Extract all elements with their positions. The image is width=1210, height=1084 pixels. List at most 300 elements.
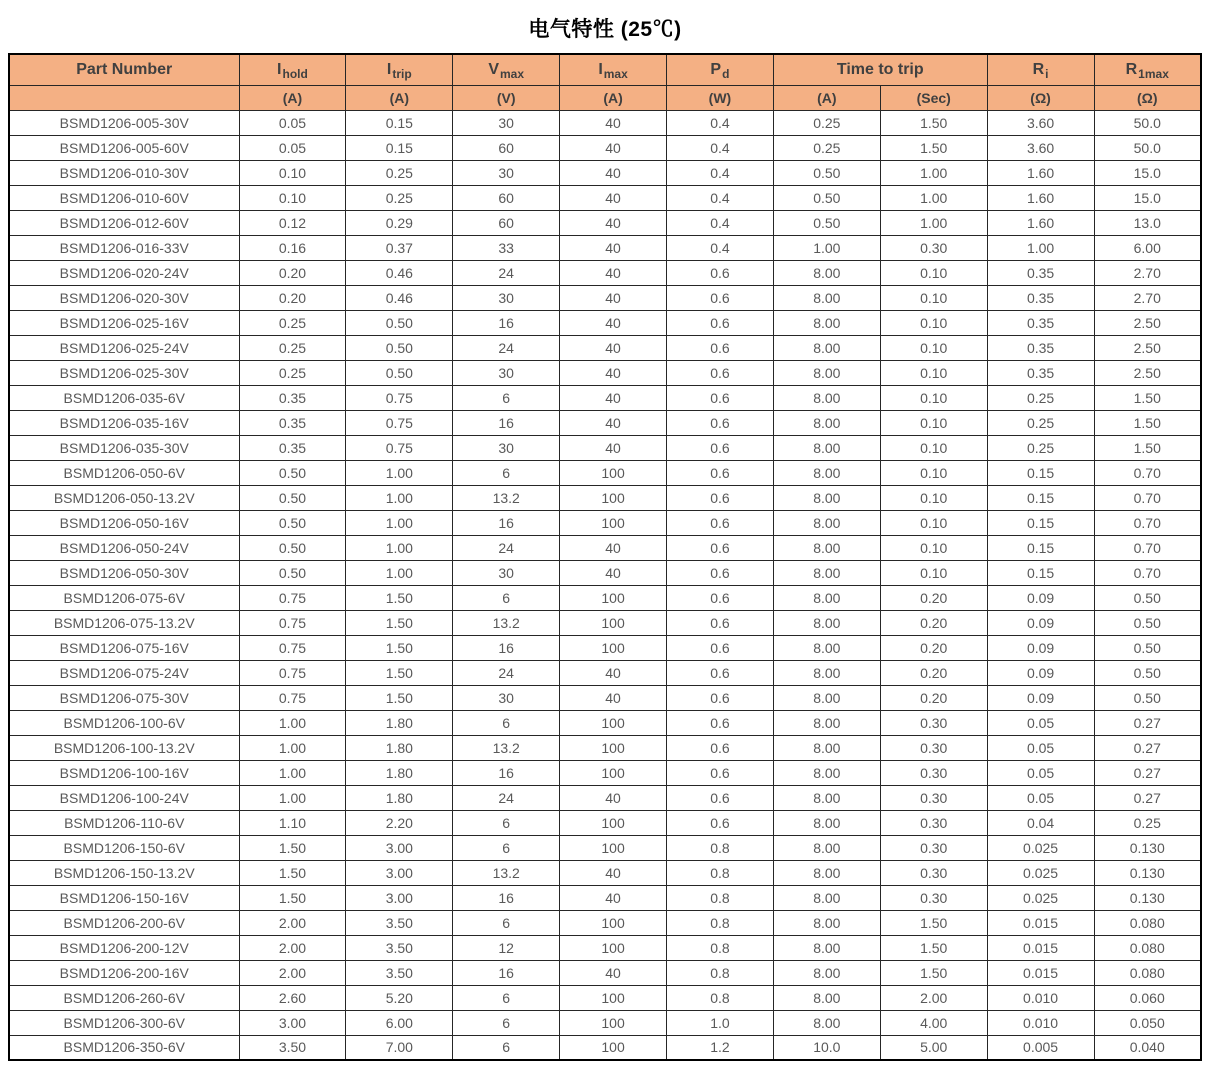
table-row	[9, 1010, 1201, 1035]
value-cell: 0.50	[239, 510, 346, 535]
value-cell: 0.6	[667, 660, 774, 685]
value-cell: 2.70	[1094, 260, 1201, 285]
value-cell: 0.70	[1094, 560, 1201, 585]
value-cell: 0.50	[1094, 635, 1201, 660]
value-cell: 8.00	[773, 710, 880, 735]
table-row	[9, 885, 1201, 910]
value-cell: 40	[560, 360, 667, 385]
value-cell: 0.8	[667, 985, 774, 1010]
value-cell: 0.30	[880, 735, 987, 760]
table-row	[9, 310, 1201, 335]
part-number-cell: BSMD1206-075-24V	[9, 660, 239, 685]
header-row-units	[9, 85, 1201, 110]
value-cell: 6	[453, 910, 560, 935]
value-cell: 0.05	[987, 710, 1094, 735]
part-number-cell: BSMD1206-100-16V	[9, 760, 239, 785]
value-cell: 0.6	[667, 685, 774, 710]
table-row	[9, 110, 1201, 135]
value-cell: 1.00	[239, 785, 346, 810]
value-cell: 0.10	[880, 485, 987, 510]
value-cell: 0.70	[1094, 510, 1201, 535]
value-cell: 0.10	[880, 385, 987, 410]
value-cell: 0.30	[880, 810, 987, 835]
value-cell: 1.00	[239, 760, 346, 785]
value-cell: 0.35	[239, 435, 346, 460]
value-cell: 8.00	[773, 835, 880, 860]
value-cell: 6	[453, 385, 560, 410]
value-cell: 0.25	[987, 385, 1094, 410]
value-cell: 0.10	[880, 460, 987, 485]
value-cell: 2.00	[880, 985, 987, 1010]
value-cell: 24	[453, 335, 560, 360]
value-cell: 16	[453, 885, 560, 910]
value-cell: 3.50	[346, 960, 453, 985]
value-cell: 0.10	[880, 335, 987, 360]
part-number-cell: BSMD1206-200-12V	[9, 935, 239, 960]
value-cell: 0.4	[667, 110, 774, 135]
table-row	[9, 135, 1201, 160]
value-cell: 3.50	[346, 910, 453, 935]
unit-r-1max: (Ω)	[1094, 85, 1201, 110]
value-cell: 0.50	[239, 460, 346, 485]
value-cell: 0.20	[880, 660, 987, 685]
part-number-cell: BSMD1206-075-13.2V	[9, 610, 239, 635]
value-cell: 30	[453, 285, 560, 310]
value-cell: 0.50	[1094, 585, 1201, 610]
value-cell: 24	[453, 535, 560, 560]
unit-v-max: (V)	[453, 85, 560, 110]
value-cell: 40	[560, 685, 667, 710]
value-cell: 100	[560, 910, 667, 935]
value-cell: 13.2	[453, 735, 560, 760]
table-row	[9, 660, 1201, 685]
value-cell: 0.4	[667, 160, 774, 185]
value-cell: 0.70	[1094, 485, 1201, 510]
value-cell: 0.080	[1094, 910, 1201, 935]
value-cell: 1.50	[1094, 410, 1201, 435]
value-cell: 8.00	[773, 385, 880, 410]
value-cell: 100	[560, 460, 667, 485]
value-cell: 1.60	[987, 160, 1094, 185]
value-cell: 0.6	[667, 585, 774, 610]
value-cell: 0.05	[239, 110, 346, 135]
part-number-cell: BSMD1206-020-24V	[9, 260, 239, 285]
value-cell: 40	[560, 960, 667, 985]
value-cell: 0.25	[987, 410, 1094, 435]
table-row	[9, 985, 1201, 1010]
col-header-i-trip	[346, 54, 453, 85]
value-cell: 1.00	[346, 560, 453, 585]
value-cell: 0.050	[1094, 1010, 1201, 1035]
value-cell: 100	[560, 610, 667, 635]
value-cell: 40	[560, 660, 667, 685]
value-cell: 40	[560, 260, 667, 285]
unit-time-to-trip-1: (Sec)	[880, 85, 987, 110]
value-cell: 13.0	[1094, 210, 1201, 235]
value-cell: 40	[560, 435, 667, 460]
value-cell: 100	[560, 585, 667, 610]
part-number-cell: BSMD1206-020-30V	[9, 285, 239, 310]
value-cell: 1.50	[1094, 435, 1201, 460]
value-cell: 1.50	[346, 635, 453, 660]
part-number-cell: BSMD1206-035-6V	[9, 385, 239, 410]
value-cell: 8.00	[773, 610, 880, 635]
value-cell: 0.50	[346, 335, 453, 360]
unit-time-to-trip-0: (A)	[773, 85, 880, 110]
value-cell: 0.25	[987, 435, 1094, 460]
value-cell: 6	[453, 835, 560, 860]
value-cell: 0.35	[987, 360, 1094, 385]
value-cell: 0.10	[239, 160, 346, 185]
value-cell: 0.30	[880, 235, 987, 260]
header-symbol: R	[1032, 60, 1045, 78]
value-cell: 0.8	[667, 885, 774, 910]
value-cell: 0.025	[987, 885, 1094, 910]
value-cell: 0.130	[1094, 835, 1201, 860]
table-row	[9, 1035, 1201, 1060]
value-cell: 0.75	[239, 685, 346, 710]
value-cell: 8.00	[773, 860, 880, 885]
value-cell: 1.0	[667, 1010, 774, 1035]
value-cell: 13.2	[453, 485, 560, 510]
header-symbol: I	[598, 60, 603, 78]
value-cell: 1.50	[880, 935, 987, 960]
value-cell: 0.35	[987, 310, 1094, 335]
value-cell: 0.6	[667, 335, 774, 360]
value-cell: 100	[560, 510, 667, 535]
value-cell: 0.015	[987, 935, 1094, 960]
value-cell: 0.25	[773, 110, 880, 135]
value-cell: 0.10	[880, 435, 987, 460]
value-cell: 100	[560, 485, 667, 510]
value-cell: 1.80	[346, 710, 453, 735]
table-row	[9, 260, 1201, 285]
value-cell: 0.20	[239, 285, 346, 310]
value-cell: 3.60	[987, 135, 1094, 160]
value-cell: 1.50	[1094, 385, 1201, 410]
header-subscript: i	[1045, 66, 1049, 81]
value-cell: 0.09	[987, 610, 1094, 635]
value-cell: 8.00	[773, 935, 880, 960]
value-cell: 0.35	[987, 335, 1094, 360]
value-cell: 0.025	[987, 835, 1094, 860]
value-cell: 8.00	[773, 535, 880, 560]
header-subscript: hold	[282, 66, 308, 81]
value-cell: 0.6	[667, 610, 774, 635]
value-cell: 0.09	[987, 635, 1094, 660]
value-cell: 0.15	[987, 560, 1094, 585]
value-cell: 0.6	[667, 485, 774, 510]
value-cell: 40	[560, 185, 667, 210]
value-cell: 0.10	[880, 285, 987, 310]
part-number-cell: BSMD1206-025-24V	[9, 335, 239, 360]
header-subscript: d	[722, 66, 730, 81]
value-cell: 8.00	[773, 910, 880, 935]
value-cell: 8.00	[773, 785, 880, 810]
value-cell: 100	[560, 935, 667, 960]
value-cell: 0.50	[239, 535, 346, 560]
table-row	[9, 510, 1201, 535]
value-cell: 50.0	[1094, 135, 1201, 160]
value-cell: 0.6	[667, 260, 774, 285]
part-number-cell: BSMD1206-200-6V	[9, 910, 239, 935]
table-body	[9, 110, 1201, 1060]
value-cell: 15.0	[1094, 185, 1201, 210]
part-number-cell: BSMD1206-012-60V	[9, 210, 239, 235]
value-cell: 0.6	[667, 385, 774, 410]
value-cell: 0.10	[880, 360, 987, 385]
table-row	[9, 810, 1201, 835]
value-cell: 0.50	[346, 310, 453, 335]
table-row	[9, 860, 1201, 885]
value-cell: 100	[560, 635, 667, 660]
value-cell: 1.50	[880, 910, 987, 935]
value-cell: 0.25	[239, 360, 346, 385]
value-cell: 1.50	[880, 135, 987, 160]
value-cell: 0.015	[987, 960, 1094, 985]
unit-i-hold: (A)	[239, 85, 346, 110]
value-cell: 6.00	[346, 1010, 453, 1035]
value-cell: 1.80	[346, 760, 453, 785]
header-symbol: R	[1125, 60, 1138, 78]
value-cell: 0.20	[239, 260, 346, 285]
value-cell: 3.00	[346, 860, 453, 885]
value-cell: 8.00	[773, 435, 880, 460]
part-number-cell: BSMD1206-050-6V	[9, 460, 239, 485]
value-cell: 30	[453, 110, 560, 135]
part-number-cell: BSMD1206-050-30V	[9, 560, 239, 585]
table-row	[9, 160, 1201, 185]
table-row	[9, 735, 1201, 760]
value-cell: 0.50	[1094, 660, 1201, 685]
table-row	[9, 610, 1201, 635]
value-cell: 24	[453, 785, 560, 810]
value-cell: 40	[560, 385, 667, 410]
value-cell: 8.00	[773, 585, 880, 610]
value-cell: 1.60	[987, 210, 1094, 235]
value-cell: 8.00	[773, 260, 880, 285]
table-row	[9, 210, 1201, 235]
value-cell: 12	[453, 935, 560, 960]
col-header-p-d	[667, 54, 774, 85]
col-header-i-max	[560, 54, 667, 85]
value-cell: 1.00	[346, 485, 453, 510]
value-cell: 2.60	[239, 985, 346, 1010]
value-cell: 8.00	[773, 560, 880, 585]
table-row	[9, 535, 1201, 560]
value-cell: 2.50	[1094, 360, 1201, 385]
part-number-cell: BSMD1206-016-33V	[9, 235, 239, 260]
value-cell: 0.20	[880, 635, 987, 660]
value-cell: 0.25	[773, 135, 880, 160]
value-cell: 0.6	[667, 310, 774, 335]
value-cell: 0.10	[880, 560, 987, 585]
value-cell: 16	[453, 410, 560, 435]
value-cell: 100	[560, 810, 667, 835]
value-cell: 0.6	[667, 460, 774, 485]
value-cell: 0.15	[987, 535, 1094, 560]
value-cell: 0.50	[773, 185, 880, 210]
value-cell: 8.00	[773, 885, 880, 910]
table-row	[9, 910, 1201, 935]
value-cell: 1.00	[346, 460, 453, 485]
part-number-cell: BSMD1206-025-16V	[9, 310, 239, 335]
part-number-cell: BSMD1206-050-16V	[9, 510, 239, 535]
table-row	[9, 560, 1201, 585]
value-cell: 40	[560, 885, 667, 910]
value-cell: 0.005	[987, 1035, 1094, 1060]
value-cell: 3.50	[346, 935, 453, 960]
part-number-cell: BSMD1206-025-30V	[9, 360, 239, 385]
value-cell: 0.4	[667, 210, 774, 235]
value-cell: 0.30	[880, 710, 987, 735]
value-cell: 1.00	[773, 235, 880, 260]
header-subscript: max	[500, 66, 525, 81]
table-row	[9, 710, 1201, 735]
value-cell: 0.29	[346, 210, 453, 235]
value-cell: 3.00	[239, 1010, 346, 1035]
part-number-cell: BSMD1206-350-6V	[9, 1035, 239, 1060]
part-number-cell: BSMD1206-150-16V	[9, 885, 239, 910]
value-cell: 8.00	[773, 660, 880, 685]
value-cell: 0.6	[667, 785, 774, 810]
unit-i-max: (A)	[560, 85, 667, 110]
value-cell: 40	[560, 335, 667, 360]
value-cell: 0.25	[239, 310, 346, 335]
value-cell: 0.040	[1094, 1035, 1201, 1060]
value-cell: 0.15	[346, 135, 453, 160]
value-cell: 0.27	[1094, 710, 1201, 735]
value-cell: 0.6	[667, 535, 774, 560]
value-cell: 50.0	[1094, 110, 1201, 135]
value-cell: 5.20	[346, 985, 453, 1010]
value-cell: 100	[560, 985, 667, 1010]
value-cell: 0.4	[667, 135, 774, 160]
table-row	[9, 460, 1201, 485]
value-cell: 0.20	[880, 610, 987, 635]
value-cell: 7.00	[346, 1035, 453, 1060]
value-cell: 8.00	[773, 735, 880, 760]
part-number-cell: BSMD1206-260-6V	[9, 985, 239, 1010]
header-symbol: I	[277, 60, 282, 78]
value-cell: 1.60	[987, 185, 1094, 210]
value-cell: 8.00	[773, 685, 880, 710]
table-row	[9, 785, 1201, 810]
value-cell: 0.10	[880, 310, 987, 335]
value-cell: 40	[560, 410, 667, 435]
value-cell: 30	[453, 560, 560, 585]
value-cell: 8.00	[773, 1010, 880, 1035]
value-cell: 2.00	[239, 935, 346, 960]
value-cell: 0.130	[1094, 860, 1201, 885]
value-cell: 40	[560, 860, 667, 885]
col-header-i-hold	[239, 54, 346, 85]
value-cell: 2.20	[346, 810, 453, 835]
value-cell: 0.05	[987, 785, 1094, 810]
value-cell: 0.20	[880, 585, 987, 610]
table-row	[9, 585, 1201, 610]
value-cell: 8.00	[773, 985, 880, 1010]
value-cell: 0.75	[346, 385, 453, 410]
value-cell: 16	[453, 760, 560, 785]
value-cell: 0.46	[346, 260, 453, 285]
value-cell: 1.50	[346, 610, 453, 635]
value-cell: 6	[453, 810, 560, 835]
value-cell: 0.27	[1094, 785, 1201, 810]
value-cell: 0.6	[667, 560, 774, 585]
value-cell: 0.080	[1094, 960, 1201, 985]
part-number-cell: BSMD1206-200-16V	[9, 960, 239, 985]
value-cell: 1.80	[346, 785, 453, 810]
value-cell: 30	[453, 685, 560, 710]
value-cell: 0.25	[1094, 810, 1201, 835]
value-cell: 1.00	[239, 735, 346, 760]
value-cell: 15.0	[1094, 160, 1201, 185]
value-cell: 13.2	[453, 860, 560, 885]
value-cell: 1.00	[346, 510, 453, 535]
value-cell: 100	[560, 710, 667, 735]
value-cell: 0.50	[1094, 610, 1201, 635]
value-cell: 1.00	[880, 185, 987, 210]
value-cell: 24	[453, 260, 560, 285]
value-cell: 40	[560, 785, 667, 810]
part-number-cell: BSMD1206-075-30V	[9, 685, 239, 710]
value-cell: 0.50	[346, 360, 453, 385]
value-cell: 0.15	[987, 485, 1094, 510]
value-cell: 0.060	[1094, 985, 1201, 1010]
value-cell: 0.8	[667, 935, 774, 960]
value-cell: 16	[453, 635, 560, 660]
value-cell: 0.70	[1094, 535, 1201, 560]
value-cell: 40	[560, 560, 667, 585]
value-cell: 8.00	[773, 960, 880, 985]
value-cell: 6	[453, 1035, 560, 1060]
header-subscript: 1max	[1138, 66, 1169, 81]
value-cell: 1.00	[239, 710, 346, 735]
value-cell: 0.12	[239, 210, 346, 235]
value-cell: 0.35	[987, 285, 1094, 310]
value-cell: 0.10	[880, 535, 987, 560]
unit-p-d: (W)	[667, 85, 774, 110]
value-cell: 8.00	[773, 760, 880, 785]
value-cell: 0.8	[667, 835, 774, 860]
value-cell: 1.80	[346, 735, 453, 760]
value-cell: 0.15	[987, 460, 1094, 485]
table-row	[9, 360, 1201, 385]
col-header-v-max	[453, 54, 560, 85]
col-header-time-to-trip: Time to trip	[773, 54, 987, 85]
value-cell: 100	[560, 1010, 667, 1035]
value-cell: 40	[560, 310, 667, 335]
value-cell: 0.30	[880, 835, 987, 860]
part-number-cell: BSMD1206-010-60V	[9, 185, 239, 210]
table-row	[9, 760, 1201, 785]
value-cell: 1.00	[880, 160, 987, 185]
value-cell: 0.6	[667, 810, 774, 835]
part-number-cell: BSMD1206-005-30V	[9, 110, 239, 135]
value-cell: 5.00	[880, 1035, 987, 1060]
part-number-cell: BSMD1206-035-16V	[9, 410, 239, 435]
part-number-cell: BSMD1206-075-6V	[9, 585, 239, 610]
part-number-cell: BSMD1206-100-13.2V	[9, 735, 239, 760]
value-cell: 0.6	[667, 735, 774, 760]
value-cell: 30	[453, 435, 560, 460]
value-cell: 0.09	[987, 585, 1094, 610]
part-number-cell: BSMD1206-050-13.2V	[9, 485, 239, 510]
value-cell: 0.27	[1094, 735, 1201, 760]
part-number-cell: BSMD1206-150-13.2V	[9, 860, 239, 885]
value-cell: 0.6	[667, 710, 774, 735]
